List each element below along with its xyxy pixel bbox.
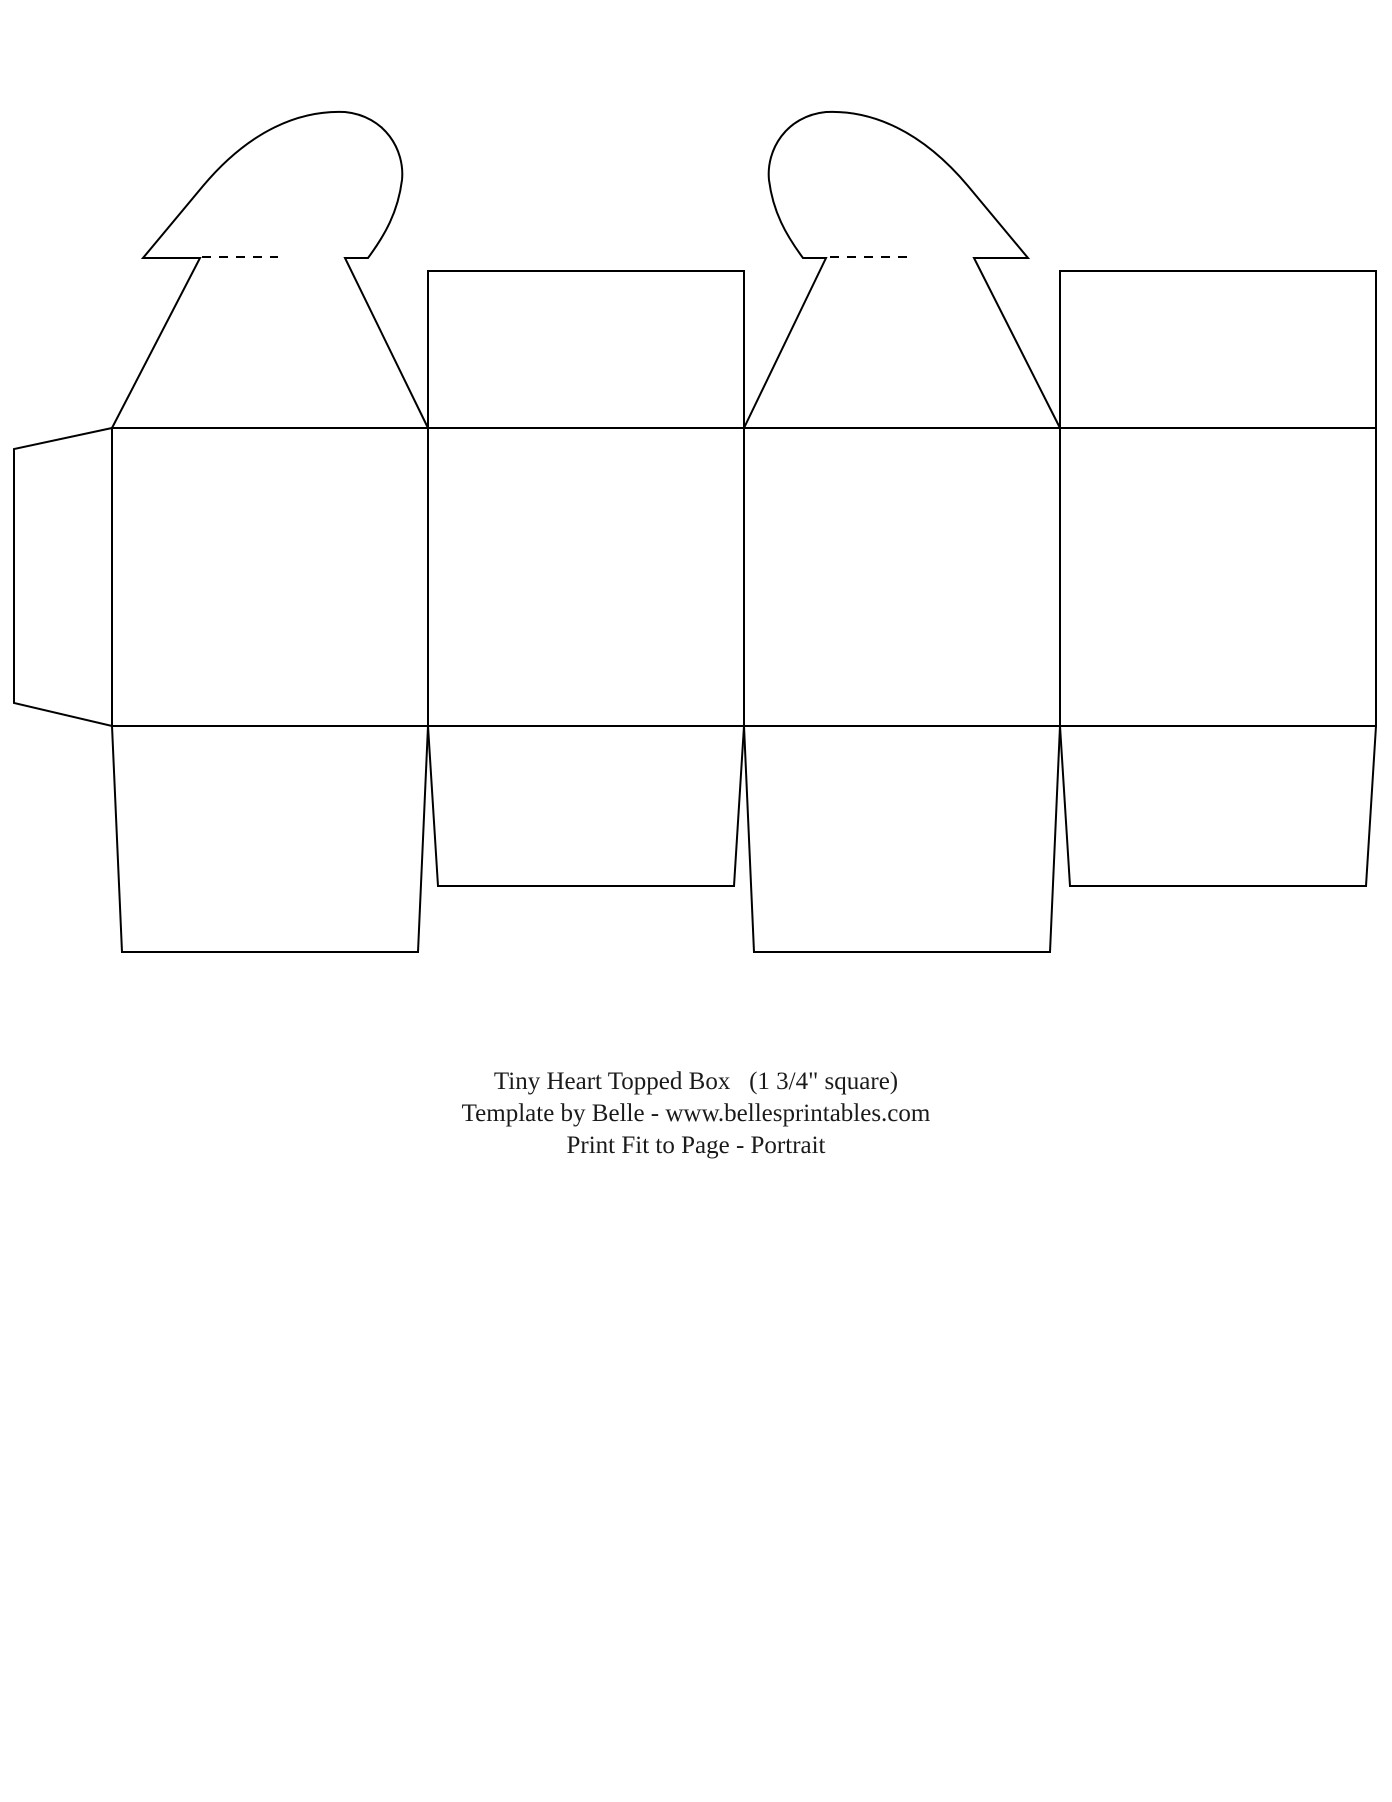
caption-credit: Template by Belle - www.bellesprintables.com	[461, 1100, 931, 1127]
caption-title: Tiny Heart Topped Box (1 3/4" square)	[493, 1068, 899, 1095]
heart-top-flap-3	[744, 112, 1060, 428]
template-caption	[0, 1066, 1392, 1162]
bottom-flap-2	[428, 726, 744, 886]
bottom-flap-3	[744, 726, 1060, 952]
bottom-flap-4	[1060, 726, 1376, 886]
side-panel-4	[1060, 428, 1376, 726]
glue-tab	[14, 428, 112, 726]
bottom-flap-1	[112, 726, 428, 952]
caption-print-instructions: Print Fit to Page - Portrait	[566, 1132, 826, 1159]
side-panel-2	[428, 428, 744, 726]
top-flap-4	[1060, 271, 1376, 428]
side-panel-3	[744, 428, 1060, 726]
top-flap-2	[428, 271, 744, 428]
heart-top-flap-1	[112, 112, 428, 428]
side-panel-1	[112, 428, 428, 726]
